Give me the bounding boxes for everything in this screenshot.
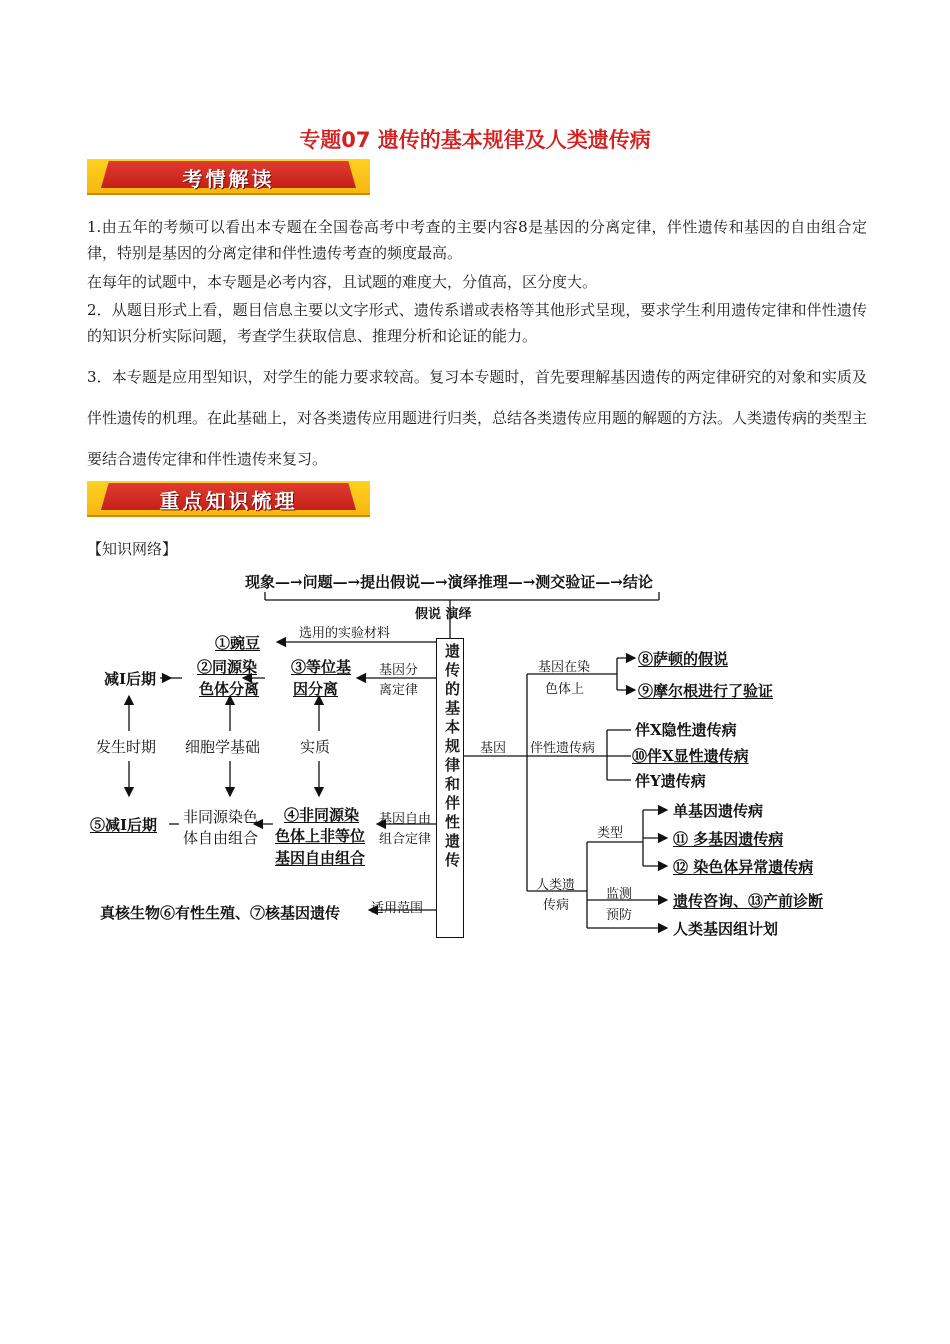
seg-law-line2: 离定律 bbox=[379, 683, 419, 698]
monitor-line2: 预防 bbox=[606, 908, 633, 923]
monitor-line1: 监测 bbox=[606, 887, 633, 902]
cyto-basis-label: 细胞学基础 bbox=[185, 738, 261, 756]
single-gene-node: 单基因遗传病 bbox=[673, 802, 764, 820]
banner-label: 重点知识梳理 bbox=[159, 489, 298, 513]
x-recessive-node: 伴X隐性遗传病 bbox=[635, 721, 737, 739]
scope-label: 适用范围 bbox=[371, 901, 424, 916]
on-chrom-line2: 色体上 bbox=[545, 682, 585, 697]
center-box bbox=[436, 638, 464, 938]
pea-node: ①豌豆 bbox=[215, 634, 261, 652]
gene-label: 基因 bbox=[480, 741, 507, 756]
nonallele-line3: 基因自由组合 bbox=[275, 849, 366, 867]
sutton-node: ⑧萨顿的假说 bbox=[638, 650, 729, 668]
occur-time-label: 发生时期 bbox=[96, 738, 157, 756]
sex-linked-label: 伴性遗传病 bbox=[530, 741, 596, 756]
types-label: 类型 bbox=[597, 826, 624, 841]
indep-law-line1: 基因自由 bbox=[379, 812, 432, 827]
knowledge-network-diagram bbox=[87, 566, 831, 942]
selected-material-label: 选用的实验材料 bbox=[299, 626, 391, 641]
network-label: 【知识网络】 bbox=[87, 540, 178, 558]
human-disease-line2: 传病 bbox=[543, 898, 570, 913]
homolog-sep-line1: ②同源染 bbox=[197, 658, 258, 676]
paragraph-1: 1.由五年的考频可以看出本专题在全国卷高考中考查的主要内容8是基因的分离定律，伴性遗传和基因的自由组合定律，特别是基因的分离定律和伴性遗传考查的频度最高。 bbox=[87, 218, 867, 262]
counsel-node: 遗传咨询、⑬产前诊断 bbox=[673, 892, 824, 910]
nonallele-line2: 色体上非等位 bbox=[275, 827, 366, 845]
chrom-abn-node: ⑫ 染色体异常遗传病 bbox=[673, 858, 814, 876]
homolog-sep-line2: 色体分离 bbox=[199, 680, 260, 698]
meiosis-late-node-5: ⑤减Ⅰ后期 bbox=[90, 816, 158, 834]
hypo-deduct-label: 假说 演绎 bbox=[415, 607, 472, 622]
indep-law-line2: 组合定律 bbox=[379, 832, 432, 847]
section-banner-exam-analysis bbox=[87, 159, 370, 195]
allele-sep-line1: ③等位基 bbox=[291, 658, 352, 676]
meiosis-late-node-1: 减Ⅰ后期 bbox=[104, 670, 157, 688]
top-flow: 现象—→问题—→提出假说—→演绎推理—→测交验证—→结论 bbox=[245, 573, 653, 591]
section-banner-key-knowledge bbox=[87, 481, 370, 517]
seg-law-line1: 基因分 bbox=[379, 663, 419, 678]
paragraph-2: 在每年的试题中，本专题是必考内容，且试题的难度大，分值高，区分度大。 bbox=[87, 273, 598, 291]
nonallele-line1: ④非同源染 bbox=[284, 806, 360, 824]
multi-gene-node: ⑪ 多基因遗传病 bbox=[673, 830, 784, 848]
eukaryote-node: 真核生物⑥有性生殖、⑦核基因遗传 bbox=[100, 904, 341, 922]
essence-label: 实质 bbox=[300, 738, 331, 756]
nonhomolog-line2: 体自由组合 bbox=[183, 829, 259, 847]
nonhomolog-line1: 非同源染色 bbox=[183, 808, 259, 826]
paragraph-3: 2．从题目形式上看，题目信息主要以文字形式、遗传系谱或表格等其他形式呈现，要求学生利用遗传定律和伴性遗传的知识分析实际问题，考查学生获取信息、推理分析和论证的能力。 bbox=[87, 301, 867, 345]
genome-node: 人类基因组计划 bbox=[673, 920, 779, 938]
x-dominant-node: ⑩伴X显性遗传病 bbox=[632, 747, 749, 765]
on-chrom-line1: 基因在染 bbox=[538, 660, 591, 675]
center-label: 遗传的基本规律和伴性遗传 bbox=[443, 643, 461, 871]
human-disease-line1: 人类遗 bbox=[536, 878, 576, 893]
banner-label: 考情解读 bbox=[182, 167, 275, 191]
morgan-node: ⑨摩尔根进行了验证 bbox=[638, 682, 774, 700]
allele-sep-line2: 因分离 bbox=[293, 680, 339, 698]
y-linked-node: 伴Y遗传病 bbox=[635, 772, 706, 790]
page-title: 专题07 遗传的基本规律及人类遗传病 bbox=[299, 128, 651, 152]
paragraph-4: 3．本专题是应用型知识，对学生的能力要求较高。复习本专题时，首先要理解基因遗传的两定律研究的对象和实质及伴性遗传的机理。在此基础上，对各类遗传应用题进行归类，总结各类遗传应用题的解题的方法。人类遗传病的类型主要结合遗传定律和伴性遗传来复习。 bbox=[87, 368, 868, 468]
